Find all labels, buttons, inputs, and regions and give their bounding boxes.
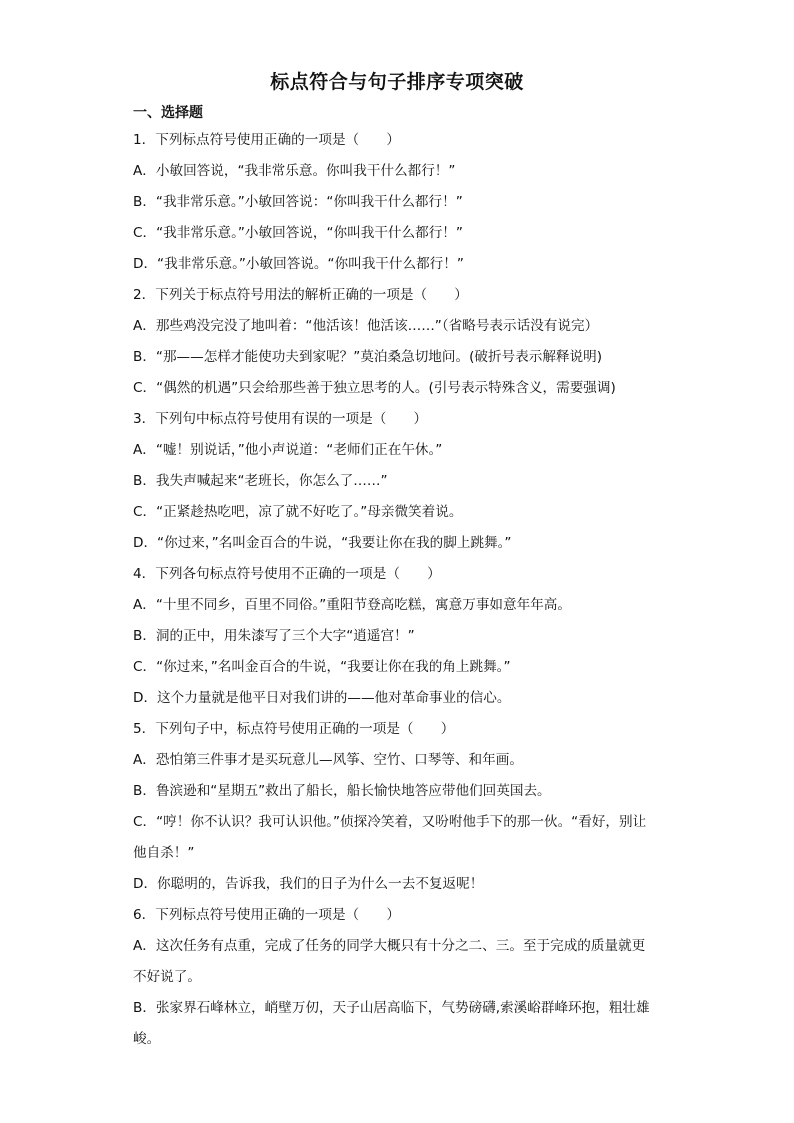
question-4: 4．下列各句标点符号使用不正确的一项是（ ） (133, 566, 441, 582)
option-3b: B．我失声喊起来“老班长，你怎么了……” (133, 473, 388, 489)
option-4a: A．“十里不同乡，百里不同俗。”重阳节登高吃糕，寓意万事如意年年高。 (133, 597, 571, 613)
option-2b: B．“那——怎样才能使功夫到家呢？”莫泊桑急切地问。(破折号表示解释说明) (133, 349, 603, 365)
option-6a-continued: 不好说了。 (133, 969, 201, 985)
option-1d: D．“我非常乐意。”小敏回答说。“你叫我干什么都行！” (133, 256, 464, 272)
option-5c-continued: 他自杀！” (133, 845, 195, 861)
question-list (133, 125, 663, 1055)
option-5d: D．你聪明的，告诉我，我们的日子为什么一去不复返呢！ (133, 876, 484, 892)
option-4b: B．洞的正中，用朱漆写了三个大字“逍遥宫！” (133, 628, 415, 644)
option-3c: C．“正紧趁热吃吧，凉了就不好吃了。”母亲微笑着说。 (133, 504, 463, 520)
option-4c: C．“你过来，”名叫金百合的牛说，“我要让你在我的角上跳舞。” (133, 659, 511, 675)
option-6b: B．张家界石峰林立，峭壁万仞，天子山居高临下，气势磅礴,索溪峪群峰环抱，粗壮雄 (133, 1000, 650, 1016)
question-3: 3．下列句中标点符号使用有误的一项是（ ） (133, 411, 428, 427)
question-6: 6．下列标点符号使用正确的一项是（ ） (133, 907, 400, 923)
option-6b-continued: 峻。 (133, 1031, 161, 1047)
question-5: 5．下列句子中，标点符号使用正确的一项是（ ） (133, 721, 455, 737)
option-6a: A．这次任务有点重，完成了任务的同学大概只有十分之二、三。至于完成的质量就更 (133, 938, 646, 954)
option-4d: D．这个力量就是他平日对我们讲的——他对革命事业的信心。 (133, 690, 511, 706)
option-5a: A．恐怕第三件事才是买玩意儿—风筝、空竹、口琴等、和年画。 (133, 752, 523, 768)
question-2: 2．下列关于标点符号用法的解析正确的一项是（ ） (133, 287, 468, 303)
option-3d: D．“你过来，”名叫金百合的牛说，“我要让你在我的脚上跳舞。” (133, 535, 512, 551)
option-1a: A．小敏回答说，“我非常乐意。你叫我干什么都行！” (133, 163, 456, 179)
option-2a: A．那些鸡没完没了地叫着：“他活该！他活该……”（省略号表示话没有说完） (133, 318, 599, 334)
option-5b: B．鲁滨逊和“星期五”救出了船长，船长愉快地答应带他们回英国去。 (133, 783, 551, 799)
page-title: 标点符合与句子排序专项突破 (270, 71, 524, 93)
section-heading: 一、选择题 (133, 105, 203, 121)
option-3a: A．“嘘！别说话，”他小声说道：“老师们正在午休。” (133, 442, 443, 458)
option-2c: C．“偶然的机遇”只会给那些善于独立思考的人。(引号表示特殊含义，需要强调) (133, 380, 616, 396)
option-1b: B．“我非常乐意。”小敏回答说：“你叫我干什么都行！” (133, 194, 463, 210)
option-1c: C．“我非常乐意。”小敏回答说，“你叫我干什么都行！” (133, 225, 463, 241)
document-body (133, 102, 663, 1055)
question-1: 1．下列标点符号使用正确的一项是（ ） (133, 132, 400, 148)
option-5c: C．“哼！你不认识？我可认识他。”侦探冷笑着，又吩咐他手下的那一伙。“看好，别让 (133, 814, 647, 830)
